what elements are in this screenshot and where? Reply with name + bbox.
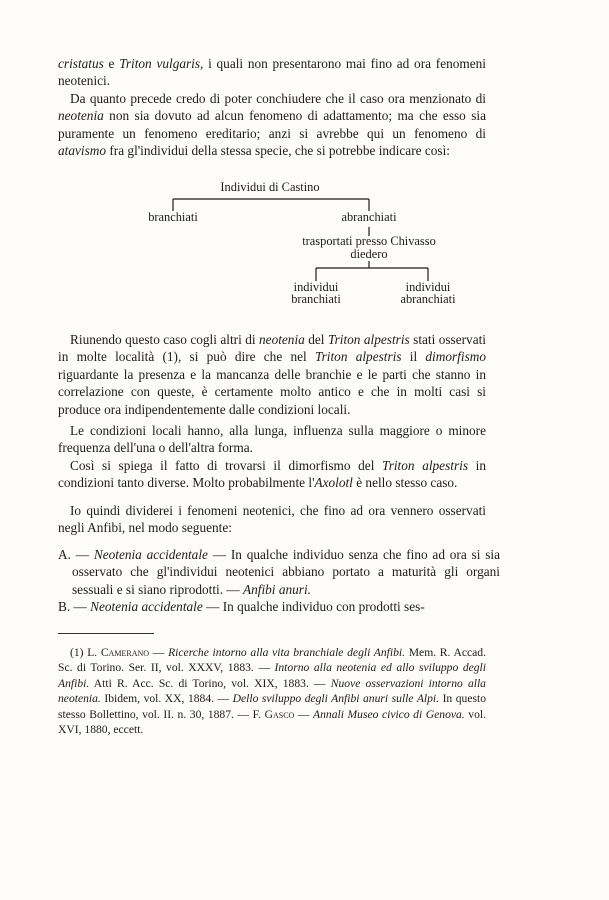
author-name: Camerano	[100, 646, 150, 659]
tree-root-label: Individui di Castino	[220, 180, 320, 194]
tree-produced-label: diedero	[350, 247, 388, 261]
species-name: cristatus	[58, 56, 104, 71]
explanation-paragraph: Così si spiega il fatto di trovarsi il dimorfismo del Triton alpestris in condizioni tanto diverse. Molto probabilmente l'Axolotl è nello stesso caso.	[58, 458, 486, 491]
classification-item-a: A. — Neotenia accidentale — In qualche individuo senza che fino ad ora si sia osservato che gl'individui neotenici abbiano portato a maturità gli organi sessuali e si siano riprodotti. — Anfibi anuri.	[58, 547, 500, 597]
lineage-diagram	[0, 0, 609, 320]
dimorphism-paragraph: Riunendo questo caso cogli altri di neotenia del Triton alpestris stati osservati in molte località (1), si può dire che nel Triton alpestris il dimorfismo riguardante la presenza e la mancanza delle branchie e le parti che stanno in correlazione con queste, è certamente molto antico e che in molti casi si produce ora indipendentemente dalle condizioni locali.	[58, 332, 486, 417]
author-name: Gasco	[264, 707, 295, 721]
tree-leaf-left-label: individui	[293, 280, 339, 294]
footnote: (1) L. Camerano — Ricerche intorno alla vita branchiale degli Anfibi. Mem. R. Accad. Sc. di Torino. Ser. II, vol. XXXV, 1883. — Intorno alla neotenia ed allo sviluppo degli Anfibi. Atti R. Acc. Sc. di Torino, vol. XIX, 1883. — Nuove osservazioni intorno alla neotenia. Ibidem, vol. XX, 1884. — Dello sviluppo degli Anfibi anuri sulle Alpi. In questo stesso Bollettino, vol. II. n. 30, 1887. — F. Gasco — Annali Museo civico di Genova. vol. XVI, 1880, eccett.	[58, 646, 487, 737]
intro-paragraph: cristatus e Triton vulgaris, i quali non presentarono mai fino ad ora fenomeni neotenici.	[58, 56, 486, 89]
conclusion-paragraph: Da quanto precede credo di poter conchiudere che il caso ora menzionato di neotenia non sia dovuto ad alcun fenomeno di adattamento; ma che esso sia puramente un fenomeno ereditario; anzi si avrebbe qui un fenomeno di atavismo fra gl'individui della stessa specie, che si potrebbe indicare così:	[58, 91, 486, 159]
tree-left-label: branchiati	[148, 210, 198, 224]
species-name: Triton vulgaris,	[119, 56, 204, 71]
tree-leaf-left-label: branchiati	[291, 292, 341, 306]
classification-intro-paragraph: Io quindi dividerei i fenomeni neotenici, che fino ad ora vennero osservati negli Anfibi, nel modo seguente:	[58, 503, 486, 536]
tree-leaf-right-label: abranchiati	[400, 292, 456, 306]
local-conditions-paragraph: Le condizioni locali hanno, alla lunga, influenza sulla maggiore o minore frequenza dell'una o dell'altra forma.	[58, 423, 486, 456]
classification-item-b: B. — Neotenia accidentale — In qualche individuo con prodotti ses-	[58, 599, 425, 614]
footnote-divider	[58, 633, 154, 634]
tree-moved-label: trasportati presso Chivasso	[302, 234, 436, 248]
tree-right-label: abranchiati	[341, 210, 397, 224]
tree-leaf-right-label: individui	[405, 280, 451, 294]
